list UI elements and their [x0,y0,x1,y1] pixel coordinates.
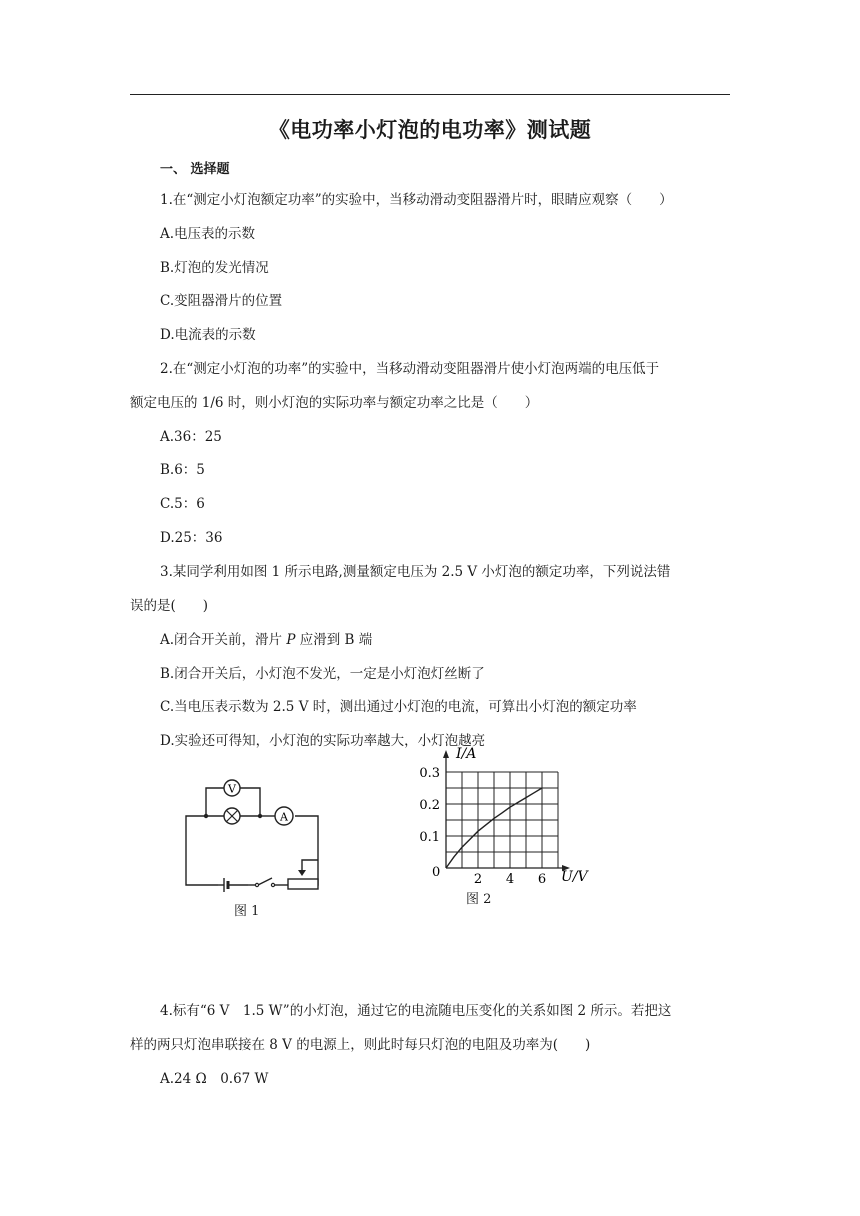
question-1-stem: 1.在“测定小灯泡额定功率”的实验中，当移动滑动变阻器滑片时，眼睛应观察（ ） [160,192,673,208]
question-2-stem-line2: 额定电压的 1/6 时，则小灯泡的实际功率与额定功率之比是（ ） [130,395,539,411]
y-tick-label: 0.1 [419,830,440,845]
question-1-option-c: C.变阻器滑片的位置 [160,293,283,309]
question-1-option-d: D.电流表的示数 [160,327,256,343]
question-4-option-a: A.24 Ω 0.67 W [160,1071,269,1087]
question-3-option-c: C.当电压表示数为 2.5 V 时，测出通过小灯泡的电流，可算出小灯泡的额定功率 [160,699,637,715]
figure-1-caption: 图 1 [234,904,260,919]
header-rule [130,94,730,95]
question-1-option-b: B.灯泡的发光情况 [160,260,269,276]
x-tick-label: 2 [473,872,483,887]
voltmeter-label: V [228,782,236,796]
question-2-option-a: A.36：25 [160,429,222,445]
question-2-option-c: C.5：6 [160,496,205,512]
y-axis-arrow [443,750,449,758]
slider-symbol-p: P [286,632,296,648]
y-tick-label: 0.2 [419,798,440,813]
question-2-option-b: B.6：5 [160,462,205,478]
page-title: 《电功率小灯泡的电功率》测试题 [268,118,592,142]
question-4-stem-line2: 样的两只灯泡串联接在 8 V 的电源上，则此时每只灯泡的电阻及功率为( ) [130,1037,591,1053]
x-axis-label: U/V [561,869,588,885]
y-tick-label: 0.3 [419,766,440,781]
question-3-stem-line1: 3.某同学利用如图 1 所示电路,测量额定电压为 2.5 V 小灯泡的额定功率，下列说法错 [160,564,671,580]
question-3-stem-line2: 误的是( ) [130,598,209,614]
circuit-diagram [180,770,330,895]
ammeter-label: A [280,810,288,824]
y-axis-label: I/A [456,746,477,762]
section-heading: 一、 选择题 [160,162,230,177]
figure-2-caption: 图 2 [466,892,492,907]
origin-label: 0 [432,865,441,880]
question-3-option-b: B.闭合开关后，小灯泡不发光，一定是小灯泡灯丝断了 [160,666,485,682]
question-4-stem-line1: 4.标有“6 V 1.5 W”的小灯泡，通过它的电流随电压变化的关系如图 2 所示。若把这 [160,1003,672,1019]
current-voltage-chart [418,740,593,888]
option-a-suffix: 应滑到 B 端 [295,632,373,648]
x-tick-label: 6 [537,872,547,887]
question-2-option-d: D.25：36 [160,530,223,546]
question-2-stem-line1: 2.在“测定小灯泡的功率”的实验中，当移动滑动变阻器滑片使小灯泡两端的电压低于 [160,361,660,377]
question-3-option-d: D.实验还可得知，小灯泡的实际功率越大，小灯泡越亮 [160,733,486,749]
option-a-prefix: A.闭合开关前，滑片 [160,632,287,648]
x-tick-label: 4 [505,872,515,887]
question-3-option-a [160,630,372,650]
question-1-option-a: A.电压表的示数 [160,226,256,242]
